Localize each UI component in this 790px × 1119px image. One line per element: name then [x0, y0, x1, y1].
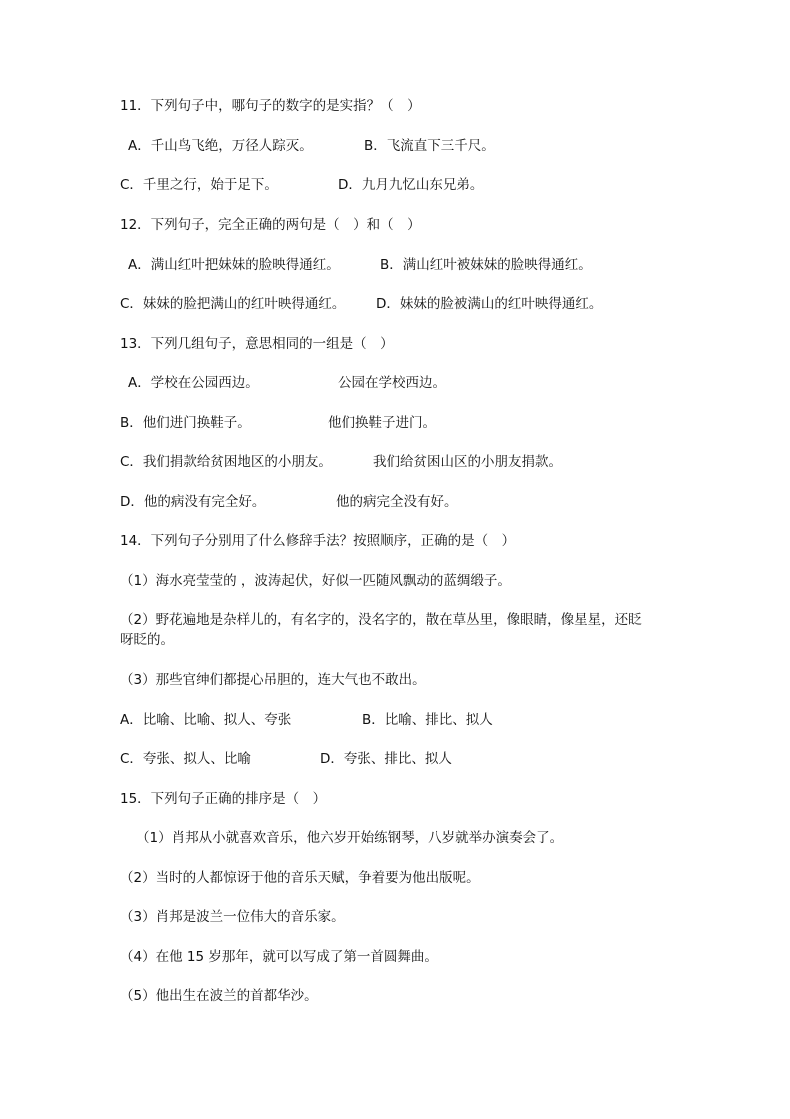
- question-15-sentence-2: （2）当时的人都惊讶于他的音乐天赋，争着要为他出版呢。: [120, 870, 480, 886]
- question-13-option-d: D．他的病没有完全好。: [120, 494, 266, 510]
- question-14-sentence-2: （2）野花遍地是杂样儿的，有名字的，没名字的，散在草丛里，像眼睛，像星星，还眨: [120, 612, 642, 628]
- question-13-option-b-pair: 他们换鞋子进门。: [328, 415, 436, 431]
- question-14-option-a: A．比喻、比喻、拟人、夸张: [120, 712, 292, 728]
- question-13-option-a-pair: 公园在学校西边。: [338, 375, 446, 391]
- question-13-option-c-pair: 我们给贫困山区的小朋友捐款。: [373, 454, 562, 470]
- question-14-stem: 14．下列句子分别用了什么修辞手法？按照顺序，正确的是（ ）: [120, 533, 516, 549]
- question-14-option-d: D．夸张、排比、拟人: [320, 751, 452, 767]
- question-13-option-b: B．他们进门换鞋子。: [120, 415, 251, 431]
- question-12-option-b: B．满山红叶被妹妹的脸映得通红。: [380, 257, 592, 273]
- question-11-option-d: D．九月九忆山东兄弟。: [338, 177, 484, 193]
- question-14-sentence-1: （1）海水亮莹莹的 ，波涛起伏，好似一匹随风飘动的蓝绸缎子。: [120, 573, 511, 589]
- question-13-option-a: A．学校在公园西边。: [128, 375, 259, 391]
- question-15-stem: 15．下列句子正确的排序是（ ）: [120, 791, 327, 807]
- question-13-option-d-pair: 他的病完全没有好。: [336, 494, 458, 510]
- question-15-sentence-3: （3）肖邦是波兰一位伟大的音乐家。: [120, 909, 345, 925]
- question-13-option-c: C．我们捐款给贫困地区的小朋友。: [120, 454, 332, 470]
- question-15-sentence-4: （4）在他 15 岁那年，就可以写成了第一首圆舞曲。: [120, 949, 438, 965]
- question-12-option-d: D．妹妹的脸被满山的红叶映得通红。: [376, 296, 603, 312]
- question-14-option-c: C．夸张、拟人、比喻: [120, 751, 251, 767]
- question-11-option-c: C．千里之行，始于足下。: [120, 177, 278, 193]
- question-15-sentence-1: （1）肖邦从小就喜欢音乐，他六岁开始练钢琴，八岁就举办演奏会了。: [136, 830, 564, 846]
- question-12-option-a: A．满山红叶把妹妹的脸映得通红。: [128, 257, 340, 273]
- question-11-option-b: B．飞流直下三千尺。: [364, 138, 495, 154]
- question-12-option-c: C．妹妹的脸把满山的红叶映得通红。: [120, 296, 346, 312]
- question-11-stem: 11．下列句子中，哪句子的数字的是实指？（ ）: [120, 98, 421, 114]
- question-12-stem: 12．下列句子，完全正确的两句是（ ）和（ ）: [120, 217, 421, 233]
- question-14-sentence-3: （3）那些官绅们都提心吊胆的，连大气也不敢出。: [120, 672, 426, 688]
- question-15-sentence-5: （5）他出生在波兰的首都华沙。: [120, 988, 318, 1004]
- question-14-option-b: B．比喻、排比、拟人: [362, 712, 493, 728]
- question-13-stem: 13．下列几组句子，意思相同的一组是（ ）: [120, 336, 394, 352]
- question-11-option-a: A．千山鸟飞绝，万径人踪灭。: [128, 138, 313, 154]
- question-14-sentence-2-cont: 呀眨的。: [120, 632, 174, 648]
